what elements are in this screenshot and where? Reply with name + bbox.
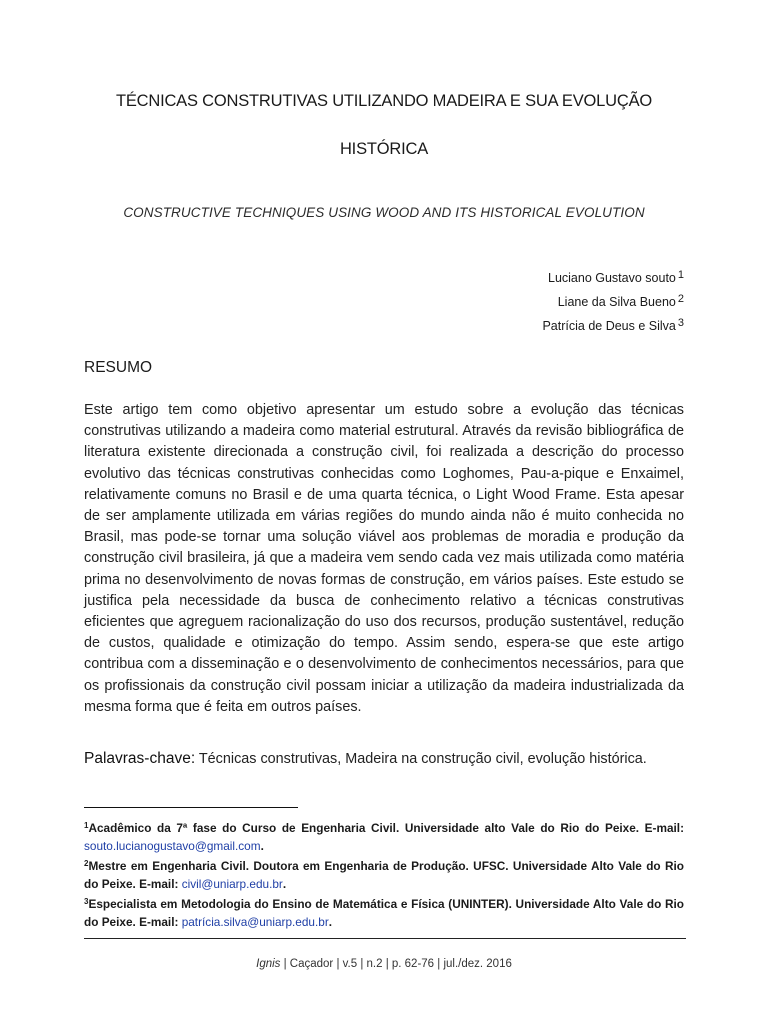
footnote-end: . xyxy=(282,876,287,891)
keywords-paragraph xyxy=(84,748,684,770)
footnote-text: Especialista em Metodologia do Ensino de Matemática e Física (UNINTER). Universidade Alto Vale do Rio do Peixe. E-mail: xyxy=(84,897,684,929)
author-list xyxy=(542,265,684,337)
email-link[interactable]: souto.lucianogustavo@gmail.com xyxy=(84,838,261,853)
running-footer xyxy=(84,958,684,970)
footnote-2 xyxy=(84,855,684,893)
footnote-end: . xyxy=(328,914,333,929)
author-1 xyxy=(542,265,684,289)
author-3 xyxy=(542,313,684,337)
author-ref: 3 xyxy=(677,317,684,329)
footer-rule xyxy=(84,938,686,939)
keywords-text: Técnicas construtivas, Madeira na construção civil, evolução histórica. xyxy=(195,751,647,767)
email-link[interactable]: civil@uniarp.edu.br xyxy=(181,876,283,891)
abstract-body: Este artigo tem como objetivo apresentar um estudo sobre a evolução das técnicas construtivas utilizando a madeira como material estrutural. Através da revisão bibliográfica de literatura existente direcionada a construção civil, foi realizada a descrição do processo evolutivo das técnicas construtivas conhecidas como Loghomes, Pau-a-pique e Enxaimel, relativamente comuns no Brasil e de uma quarta técnica, o Light Wood Frame. Esta apesar de ser amplamente utilizada em várias regiões do mundo ainda não é muito conhecida no Brasil, mas pode-se tornar uma solução viável aos problemas de moradia e produção da construção civil brasileira, já que a madeira vem sendo cada vez mais utilizada como matéria prima no desenvolvimento de novas formas de construção, em vários países. Este estudo se justifica pela necessidade da busca de conhecimento relativo a técnicas construtivas eficientes que agreguem racionalização do uso dos recursos, produção sustentável, redução de custos, qualidade e otimização do tempo. Assim sendo, espera-se que este artigo contribua com a disseminação e o desenvolvimento de conhecimentos necessários, para que os profissionais da construção civil possam iniciar a utilização da madeira industrializada da mesma forma que é feita em outros países. xyxy=(84,402,684,715)
author-ref: 1 xyxy=(677,269,684,281)
keywords-label: Palavras-chave: xyxy=(84,750,196,767)
citation-info: | Caçador | v.5 | n.2 | p. 62-76 | jul./dez. 2016 xyxy=(280,958,512,970)
email-link[interactable]: patrícia.silva@uniarp.edu.br xyxy=(181,914,329,929)
author-name: Liane da Silva Bueno xyxy=(557,295,676,309)
footnote-separator xyxy=(84,807,298,808)
author-2 xyxy=(542,289,684,313)
footnote-1 xyxy=(84,817,684,855)
journal-name: Ignis xyxy=(256,958,281,970)
abstract-heading: RESUMO xyxy=(84,359,153,376)
footnote-mark: 1 xyxy=(84,821,89,830)
footnote-mark: 2 xyxy=(84,859,89,868)
author-name: Luciano Gustavo souto xyxy=(548,271,676,285)
paper-title-line-2: HISTÓRICA xyxy=(339,140,429,158)
footnotes xyxy=(84,817,684,931)
footnote-text: Acadêmico da 7ª fase do Curso de Engenharia Civil. Universidade alto Vale do Rio do Peixe. E-mail: xyxy=(88,821,684,835)
paper-title-line-1: TÉCNICAS CONSTRUTIVAS UTILIZANDO MADEIRA E SUA EVOLUÇÃO xyxy=(115,92,653,110)
author-ref: 2 xyxy=(677,293,684,305)
footnote-end: . xyxy=(260,838,264,853)
paper-subtitle-english: CONSTRUCTIVE TECHNIQUES USING WOOD AND ITS HISTORICAL EVOLUTION xyxy=(123,205,645,220)
footnote-mark: 3 xyxy=(84,897,89,906)
footnote-3 xyxy=(84,893,684,931)
author-name: Patrícia de Deus e Silva xyxy=(542,319,676,333)
footnote-text: Mestre em Engenharia Civil. Doutora em Engenharia de Produção. UFSC. Universidade Alto Vale do Rio do Peixe. E-mail: xyxy=(84,859,684,891)
